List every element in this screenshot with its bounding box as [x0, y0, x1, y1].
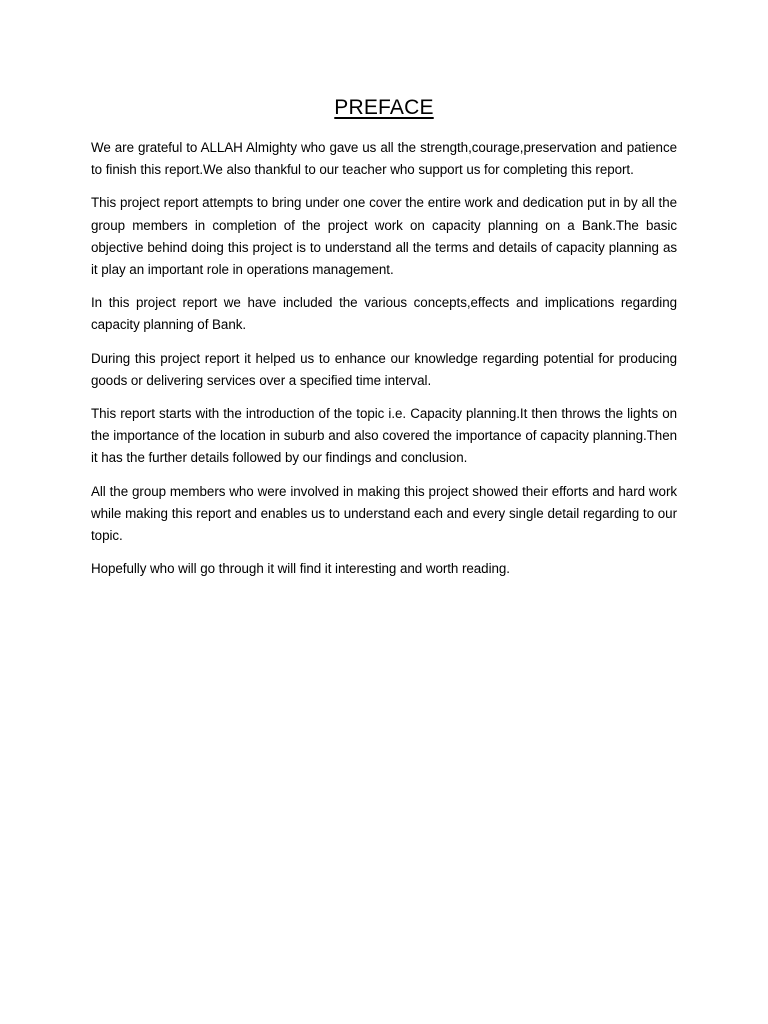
page-title: PREFACE [334, 96, 434, 119]
preface-body [91, 137, 677, 591]
paragraph-group-efforts: All the group members who were involved in making this project showed their efforts and hard work while making this report and enables us to understand each and every single detail regarding to our topic. [91, 483, 677, 544]
paragraph-knowledge: During this project report it helped us to enhance our knowledge regarding potential for producing goods or delivering services over a specified time interval. [91, 350, 677, 388]
paragraph-included-concepts: In this project report we have included the various concepts,effects and implications regarding capacity planning of Bank. [91, 295, 677, 333]
paragraph-project-scope: This project report attempts to bring under one cover the entire work and dedication put in by all the group members in completion of the project work on capacity planning on a Bank.The basic objective behind doing this project is to understand all the terms and details of capacity planning as it play an important role in operations management. [91, 195, 677, 278]
paragraph-report-structure: This report starts with the introduction of the topic i.e. Capacity planning.It then throws the lights on the importance of the location in suburb and also covered the importance of capacity planning.Then it has the further details followed by our findings and conclusion. [91, 406, 677, 466]
paragraph-closing: Hopefully who will go through it will find it interesting and worth reading. [91, 561, 510, 577]
paragraph-gratitude: We are grateful to ALLAH Almighty who gave us all the strength,courage,preservation and patience to finish this report.We also thankful to our teacher who support us for completing this report. [91, 140, 677, 178]
